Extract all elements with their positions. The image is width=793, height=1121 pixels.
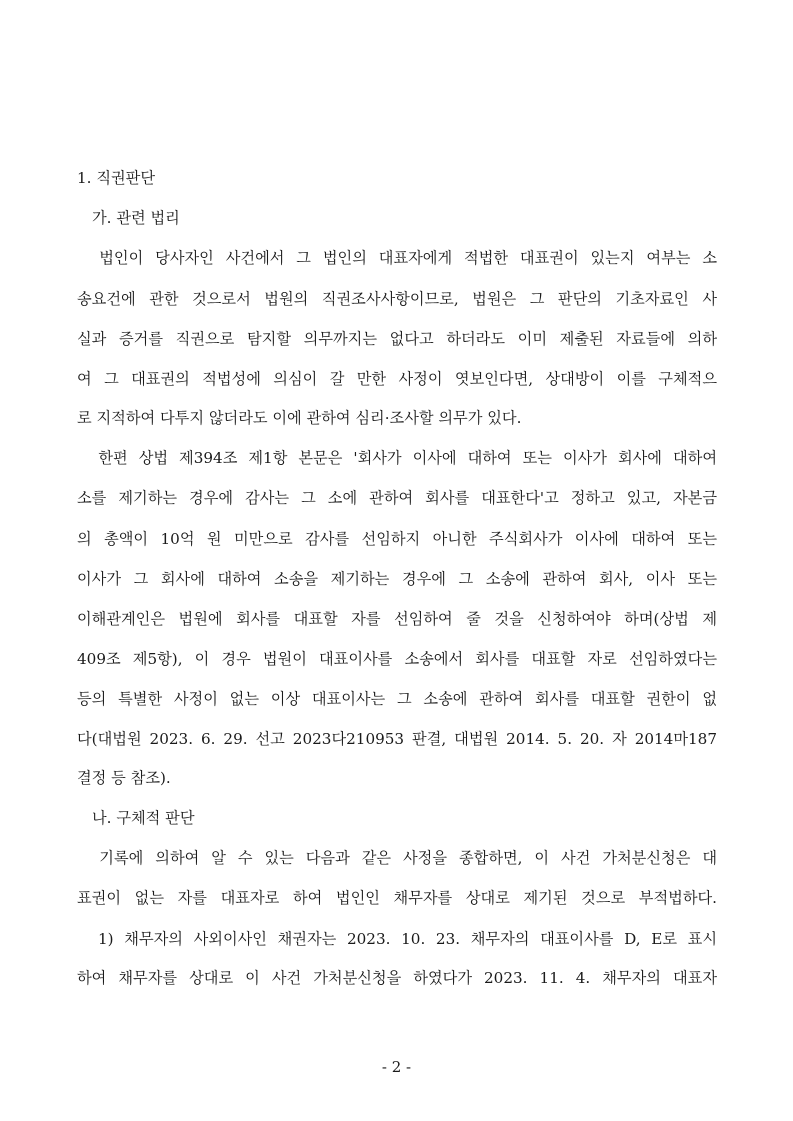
paragraph-line: 하여 채무자를 상대로 이 사건 가처분신청을 하였다가 2023. 11. 4. 채무자의 대표자: [77, 969, 717, 987]
paragraph-line: 법인이 당사자인 사건에서 그 법인의 대표자에게 적법한 대표권이 있는지 여부는 소: [77, 249, 717, 267]
sub-heading-legal-principles: 가. 관련 법리: [92, 209, 180, 227]
paragraph-line: 로 지적하여 다투지 않더라도 이에 관하여 심리·조사할 의무가 있다.: [77, 409, 522, 427]
sub-heading-specific-judgment: 나. 구체적 판단: [92, 809, 195, 827]
paragraph-line: 등의 특별한 사정이 없는 이상 대표이사는 그 소송에 관하여 회사를 대표할 권한이 없: [77, 690, 717, 708]
page-number: - 2 -: [381, 1058, 412, 1076]
paragraph-line: 송요건에 관한 것으로서 법원의 직권조사사항이므로, 법원은 그 판단의 기초자료인 사: [77, 290, 717, 308]
paragraph-line: 결정 등 참조).: [77, 769, 171, 787]
paragraph-line: 이사가 그 회사에 대하여 소송을 제기하는 경우에 그 소송에 관하여 회사, 이사 또는: [77, 570, 717, 588]
paragraph-line: 실과 증거를 직권으로 탐지할 의무까지는 없다고 하더라도 이미 제출된 자료들에 의하: [77, 330, 717, 348]
paragraph-line: 기록에 의하여 알 수 있는 다음과 같은 사정을 종합하면, 이 사건 가처분신청은 대: [77, 849, 717, 867]
paragraph-line: 한편 상법 제394조 제1항 본문은 '회사가 이사에 대하여 또는 이사가 회사에 대하여: [77, 449, 717, 467]
paragraph-line: 409조 제5항), 이 경우 법원이 대표이사를 소송에서 회사를 대표할 자로 선임하였다는: [77, 650, 717, 668]
paragraph-line: 다(대법원 2023. 6. 29. 선고 2023다210953 판결, 대법원 2014. 5. 20. 자 2014마187: [77, 730, 717, 748]
paragraph-line: 의 총액이 10억 원 미만으로 감사를 선임하지 아니한 주식회사가 이사에 대하여 또는: [77, 530, 717, 548]
paragraph-line: 이해관계인은 법원에 회사를 대표할 자를 선임하여 줄 것을 신청하여야 하며(상법 제: [77, 610, 717, 628]
paragraph-line: 표권이 없는 자를 대표자로 하여 법인인 채무자를 상대로 제기된 것으로 부적법하다.: [77, 889, 717, 907]
paragraph-line: 소를 제기하는 경우에 감사는 그 소에 관하여 회사를 대표한다'고 정하고 있고, 자본금: [77, 489, 717, 507]
paragraph-line: 1) 채무자의 사외이사인 채권자는 2023. 10. 23. 채무자의 대표이사를 D, E로 표시: [77, 930, 717, 948]
section-heading: 1. 직권판단: [77, 169, 156, 187]
paragraph-line: 여 그 대표권의 적법성에 의심이 갈 만한 사정이 엿보인다면, 상대방이 이를 구체적으: [77, 370, 717, 388]
